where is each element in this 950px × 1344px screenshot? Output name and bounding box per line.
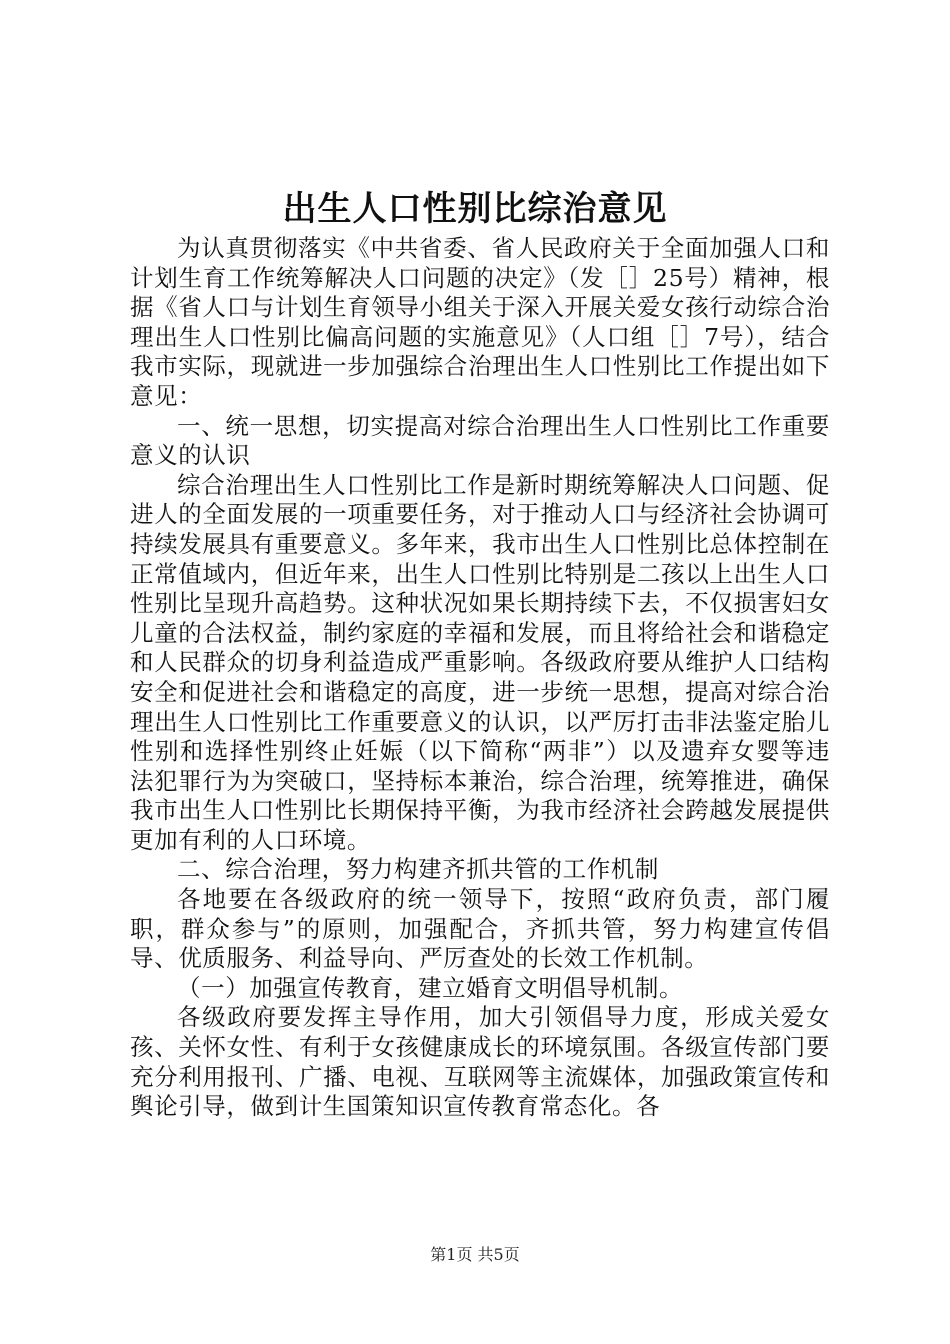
page-number-footer: 第1页 共5页 — [430, 1245, 520, 1264]
paragraph-section-2: 各地要在各级政府的统一领导下，按照“政府负责，部门履职，群众参与”的原则，加强配合，齐抓共管，努力构建宣传倡导、优质服务、利益导向、严厉查处的长效工作机制。 — [130, 885, 830, 973]
heading-section-1: 一、统一思想，切实提高对综合治理出生人口性别比工作重要意义的认识 — [130, 411, 830, 470]
document-body — [130, 234, 830, 1122]
paragraph-intro: 为认真贯彻落实《中共省委、省人民政府关于全面加强人口和计划生育工作统筹解决人口问题的决定》（发［］25号）精神，根据《省人口与计划生育领导小组关于深入开展关爱女孩行动综合治理出生人口性别比偏高问题的实施意见》（人口组［］7号），结合我市实际，现就进一步加强综合治理出生人口性别比工作提出如下意见： — [130, 234, 830, 410]
heading-subsection-1: （一）加强宣传教育，建立婚育文明倡导机制。 — [177, 973, 684, 1002]
document-title: 出生人口性别比综治意见 — [282, 189, 668, 229]
paragraph-subsection-1: 各级政府要发挥主导作用，加大引领倡导力度，形成关爱女孩、关怀女性、有利于女孩健康成长的环境氛围。各级宣传部门要充分利用报刊、广播、电视、互联网等主流媒体，加强政策宣传和舆论引导，做到计生国策知识宣传教育常态化。各 — [130, 1003, 830, 1121]
heading-section-2: 二、综合治理，努力构建齐抓共管的工作机制 — [177, 855, 659, 884]
paragraph-section-1: 综合治理出生人口性别比工作是新时期统筹解决人口问题、促进人的全面发展的一项重要任务，对于推动人口与经济社会协调可持续发展具有重要意义。多年来，我市出生人口性别比总体控制在正常值域内，但近年来，出生人口性别比特别是二孩以上出生人口性别比呈现升高趋势。这种状况如果长期持续下去，不仅损害妇女儿童的合法权益，制约家庭的幸福和发展，而且将给社会和谐稳定和人民群众的切身利益造成严重影响。各级政府要从维护人口结构安全和促进社会和谐稳定的高度，进一步统一思想，提高对综合治理出生人口性别比工作重要意义的认识，以严厉打击非法鉴定胎儿性别和选择性别终止妊娠（以下简称“两非”）以及遗弃女婴等违法犯罪行为为突破口，坚持标本兼治，综合治理，统筹推进，确保我市出生人口性别比长期保持平衡，为我市经济社会跨越发展提供更加有利的人口环境。 — [130, 470, 830, 854]
